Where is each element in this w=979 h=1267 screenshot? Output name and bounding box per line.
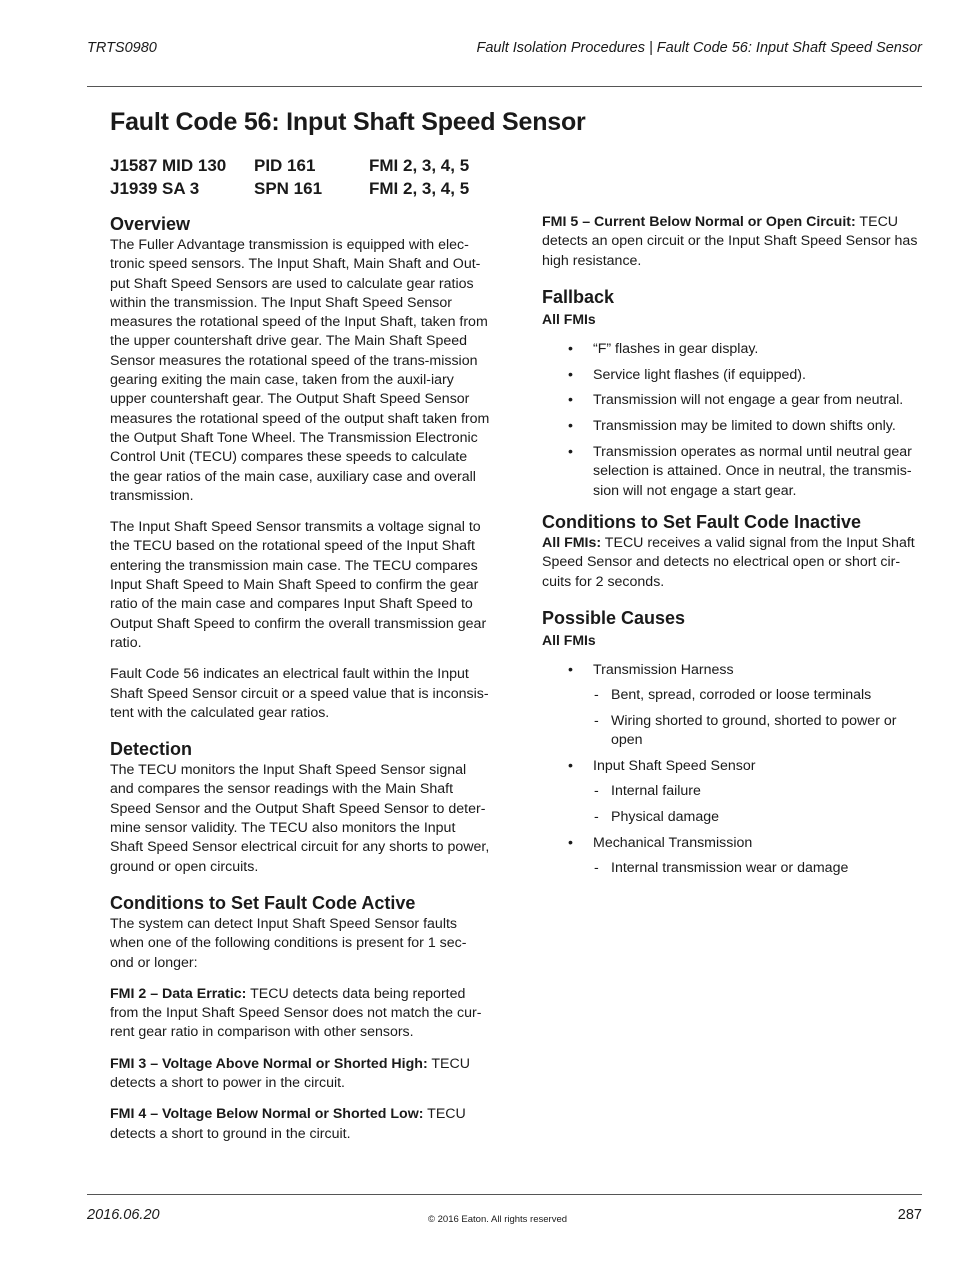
copyright-notice: © 2016 Eaton. All rights reserved (428, 1214, 568, 1225)
active-conditions-intro: The system can detect Input Shaft Speed Sensor faults when one of the following conditions is present for 1 sec-ond or longer: (110, 915, 467, 971)
inactive-label: All FMIs: (542, 534, 602, 551)
inactive-conditions-heading: Conditions to Set Fault Code Inactive (542, 511, 862, 532)
sub-list-item: - Internal transmission wear or damage (593, 859, 922, 878)
page-footer (87, 1194, 922, 1235)
sub-list (593, 686, 922, 750)
sub-list-item: - Bent, spread, corroded or loose terminals (593, 686, 922, 705)
list-item: • Transmission will not engage a gear from neutral. (542, 391, 922, 410)
fmi4-label: FMI 4 – Voltage Below Normal or Shorted Low: (110, 1106, 424, 1123)
code-protocol: J1587 MID 130 (110, 156, 227, 175)
fallback-list (542, 340, 922, 501)
list-item: • Transmission may be limited to down shifts only. (542, 417, 922, 436)
footer-date: 2016.06.20 (87, 1207, 160, 1223)
cause-group-label: Input Shaft Speed Sensor (593, 758, 756, 775)
overview-paragraph: The Fuller Advantage transmission is equipped with elec-tronic speed sensors. The Input Shaft, Main Shaft and Out-put Shaft Speed Sensors are used to calculate gear ratios within the transmission. The Input Shaft Speed Sensor measures the rotational speed of the Input Shaft, taken from the upper countershaft drive gear. The Main Shaft Speed Sensor measures the rotational speed of the trans-mission gearing exiting the main case, taken from the auxil-iary upper countershaft gear. The Output Shaft Speed Sensor measures the rotational speed of the output shaft taken from the Output Shaft Tone Wheel. The Transmission Electronic Control Unit (TECU) compares these speeds to calculate the gear ratios of the main case, auxiliary case and overall transmission. (110, 237, 490, 504)
cause-group-label: Mechanical Transmission (593, 834, 753, 851)
sub-list (593, 782, 922, 827)
possible-causes-subheading: All FMIs (542, 631, 596, 648)
fmi3-paragraph (110, 1055, 490, 1094)
list-item: • Service light flashes (if equipped). (542, 366, 922, 385)
list-item (542, 661, 922, 751)
fmi2-label: FMI 2 – Data Erratic: (110, 985, 247, 1002)
fmi4-paragraph (110, 1105, 490, 1144)
fmi2-paragraph (110, 985, 490, 1043)
page-header (87, 40, 922, 87)
page-number: 287 (897, 1207, 922, 1223)
fault-code-table (110, 154, 489, 200)
fmi5-paragraph (542, 213, 922, 271)
list-item: • Transmission operates as normal until neutral gear selection is attained. Once in neutral, the transmis-sion will not engage a start gear. (542, 443, 922, 501)
list-item (542, 757, 922, 827)
list-item: • “F” flashes in gear display. (542, 340, 922, 359)
code-fmi: FMI 2, 3, 4, 5 (369, 179, 470, 198)
code-protocol: J1939 SA 3 (110, 179, 200, 198)
fmi2-text: TECU detects data being reported from the Input Shaft Speed Sensor does not match the cur-rent gear ratio in comparison with other sensors. (110, 985, 482, 1041)
code-parameter: SPN 161 (254, 179, 323, 198)
sub-list-item: - Wiring shorted to ground, shorted to power or open (593, 712, 922, 751)
inactive-conditions-paragraph (542, 534, 922, 592)
sub-list-item: - Physical damage (593, 808, 922, 827)
fmi3-label: FMI 3 – Voltage Above Normal or Shorted High: (110, 1055, 428, 1072)
running-title: Fault Isolation Procedures | Fault Code 56: Input Shaft Speed Sensor (476, 40, 922, 56)
possible-causes-list (542, 661, 922, 879)
detection-heading: Detection (110, 739, 193, 760)
fmi5-label: FMI 5 – Current Below Normal or Open Circuit: (542, 214, 856, 230)
fallback-heading: Fallback (542, 286, 615, 307)
right-column (542, 213, 922, 885)
detection-paragraph: The TECU monitors the Input Shaft Speed Sensor signal and compares the sensor readings with the Main Shaft Speed Sensor and the Output Shaft Speed Sensor to deter-mine sensor validity. The TECU also monitors the Input Shaft Speed Sensor electrical circuit for any shorts to power, ground or open circuits. (110, 762, 490, 875)
sub-list-item: - Internal failure (593, 782, 922, 801)
left-column (110, 213, 490, 1144)
overview-heading: Overview (110, 214, 191, 234)
active-conditions-heading: Conditions to Set Fault Code Active (110, 892, 416, 913)
sub-list (593, 859, 922, 878)
overview-paragraph: The Input Shaft Speed Sensor transmits a voltage signal to the TECU based on the rotational speed of the Input Shaft entering the transmission main case. The TECU compares Input Shaft Speed to Main Shaft Speed to confirm the gear ratio of the main case and compares Input Shaft Speed to Output Shaft Speed to confirm the overall transmission gear ratio. (110, 519, 487, 651)
code-fmi: FMI 2, 3, 4, 5 (369, 156, 470, 175)
fmi3-text: TECU detects a short to power in the circuit. (110, 1055, 470, 1091)
list-item (542, 834, 922, 879)
overview-paragraph: Fault Code 56 indicates an electrical fault within the Input Shaft Speed Sensor circuit or a speed value that is inconsis-tent with the calculated gear ratios. (110, 666, 489, 721)
fallback-subheading: All FMIs (542, 310, 596, 327)
page-title: Fault Code 56: Input Shaft Speed Sensor (110, 108, 586, 136)
cause-group-label: Transmission Harness (593, 661, 734, 678)
inactive-text: TECU receives a valid signal from the Input Shaft Speed Sensor and detects no electrical open or short cir-cuits for 2 seconds. (542, 534, 915, 590)
possible-causes-heading: Possible Causes (542, 607, 686, 628)
document-id: TRTS0980 (87, 40, 157, 56)
fmi4-text: TECU detects a short to ground in the circuit. (110, 1106, 466, 1142)
code-parameter: PID 161 (254, 156, 316, 175)
fmi5-text: TECU detects an open circuit or the Input Shaft Speed Sensor has high resistance. (542, 214, 918, 269)
